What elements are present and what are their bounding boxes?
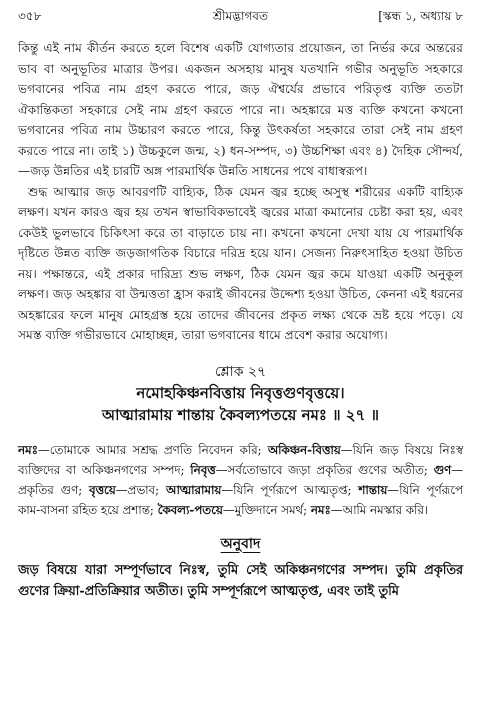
synonym-term: অকিঞ্চন-বিত্তায় <box>267 442 341 457</box>
page-header <box>18 8 463 26</box>
purport-paragraph-2: শুদ্ধ আত্মার জড় আবরণটি বাহ্যিক, ঠিক যেমন জ্বর হচ্ছে অসুস্থ শরীরের একটি বাহ্যিক লক্ষণ। যখন কারও জ্বর হয় তখন স্বাভাবিকভাবেই জ্বরের মাত্রা কমানোর চেষ্টা করা হয়, এবং কেউই ভুলভাবে চিকিৎসা করে তা বাড়াতে চায় না। কখনো কখনো দেখা যায় যে পারমার্থিক দৃষ্টিতে উন্নত ব্যক্তি জড়জাগতিক বিচারে দরিদ্র হয়ে যান। সেজন্য নিরুৎসাহিত হওয়া উচিত নয়। পক্ষান্তরে, এই প্রকার দারিদ্র্য শুভ লক্ষণ, ঠিক যেমন জ্বর কমে যাওয়া একটি অনুকূল লক্ষণ। জড় অহঙ্কার বা উন্মত্ততা হ্রাস করাই জীবনের উদ্দেশ্য হওয়া উচিত, কেননা এই ধরনের অহঙ্কারের ফলে মানুষ মোহগ্রস্ত হয়ে তাদের জীবনের প্রকৃত লক্ষ্য থেকে ভ্রষ্ট হয়ে পড়ে। যে সমস্ত ব্যক্তি গভীরভাবে মোহাচ্ছন্ন, তারা ভগবানের ধামে প্রবেশ করার অযোগ্য। <box>18 184 463 342</box>
verse-line-1: নমোহকিঞ্চনবিত্তায় নিবৃত্তগুণবৃত্তয়ে। <box>136 383 345 402</box>
synonym-term: নমঃ <box>18 442 38 457</box>
synonym-meaning: প্রভাব; <box>127 482 166 497</box>
synonym-meaning: প্রকৃতির গুণ; <box>18 482 90 497</box>
synonym-meaning: আমি নমস্কার করি। <box>342 502 429 517</box>
synonym-meaning: যিনি পূর্ণরূপে আত্মতৃপ্ত; <box>233 482 359 497</box>
verse-heading: শ্লোক ২৭ <box>214 363 267 380</box>
synonym-meaning: যিনি পূর্ণরূপে কাম-বাসনা রহিত হয়ে প্রশান্ত; <box>18 482 463 517</box>
synonym-meaning: তোমাকে আমার সশ্রদ্ধ প্রণতি নিবেদন করি; <box>49 442 268 457</box>
synonym-term: নিবৃত্ত <box>190 462 216 477</box>
synonym-term: শান্তায় <box>358 482 388 497</box>
synonym-meaning: যিনি জড় বিষয়ে নিঃস্ব ব্যক্তিদের বা অকিঞ্চনগণের সম্পদ; <box>18 442 463 477</box>
synonym-term: বৃত্তয়ে <box>89 482 116 497</box>
synonym-term: গুণ <box>433 462 452 477</box>
page-number: ৩৫৮ <box>18 9 42 23</box>
synonym-term: নমঃ <box>310 502 331 517</box>
verse-line-2: আত্মারামায় শান্তায় কৈবল্যপতয়ে নমঃ ॥ ২৭ ॥ <box>102 405 379 424</box>
synonym-term: কৈবল্য-পতয়ে <box>157 502 223 517</box>
translation-text: জড় বিষয়ে যারা সম্পূর্ণভাবে নিঃস্ব, তুমি সেই অকিঞ্চনগণের সম্পদ। তুমি প্রকৃতির গুণের ক্রিয়া-প্রতিক্রিয়ার অতীত। তুমি সম্পূর্ণরূপে আত্মতৃপ্ত, এবং তাই তুমি <box>18 562 463 599</box>
word-for-word-synonyms: নমঃ—তোমাকে আমার সশ্রদ্ধ প্রণতি নিবেদন করি; অকিঞ্চন-বিত্তায়—যিনি জড় বিষয়ে নিঃস্ব ব্যক্তিদের বা অকিঞ্চনগণের সম্পদ; নিবৃত্ত—সর্বতোভাবে জড়া প্রকৃতির গুণের অতীত; গুণ—প্রকৃতির গুণ; বৃত্তয়ে—প্রভাব; আত্মারামায়—যিনি পূর্ণরূপে আত্মতৃপ্ত; শান্তায়—যিনি পূর্ণরূপে কাম-বাসনা রহিত হয়ে প্রশান্ত; কৈবল্য-পতয়ে—মুক্তিদানে সমর্থ; নমঃ—আমি নমস্কার করি। <box>18 442 463 517</box>
synonym-meaning: মুক্তিদানে সমর্থ; <box>234 502 311 517</box>
chapter-reference: [স্কন্ধ ১, অধ্যায় ৮ <box>378 9 463 23</box>
running-title: শ্রীমদ্ভাগবত <box>212 9 268 23</box>
purport-paragraph-1: কিন্তু এই নাম কীর্তন করতে হলে বিশেষ একটি যোগ্যতার প্রয়োজন, তা নির্ভর করে অন্তরের ভাব বা অনুভূতির মাত্রার উপর। একজন অসহায় মানুষ যতখানি গভীর অনুভূতি সহকারে ভগবানের পবিত্র নাম গ্রহণ করতে পারে, জড় ঐশ্বর্যের প্রভাবে পরিতৃপ্ত ব্যক্তি ততটা ঐকান্তিকতা সহকারে সেই নাম গ্রহণ করতে পারে না। অহঙ্কারে মত্ত ব্যক্তি কখনো কখনো ভগবানের পবিত্র নাম উচ্চারণ করতে পারে, কিন্তু উৎকর্ষতা সহকারে তারা সেই নাম গ্রহণ করতে পারে না। তাই ১) উচ্চকুলে জন্ম, ২) ধন-সম্পদ, ৩) উচ্চশিক্ষা এবং ৪) দৈহিক সৌন্দর্য,—জড় উন্নতির এই চারটি অঙ্গ পারমার্থিক উন্নতি সাধনের পথে বাধাস্বরূপ। <box>18 41 463 178</box>
translation-heading: অনুবাদ <box>220 535 261 552</box>
page-body <box>18 38 463 602</box>
synonym-term: আত্মারামায় <box>165 482 222 497</box>
synonym-meaning: সর্বতোভাবে জড়া প্রকৃতির গুণের অতীত; <box>227 462 434 477</box>
